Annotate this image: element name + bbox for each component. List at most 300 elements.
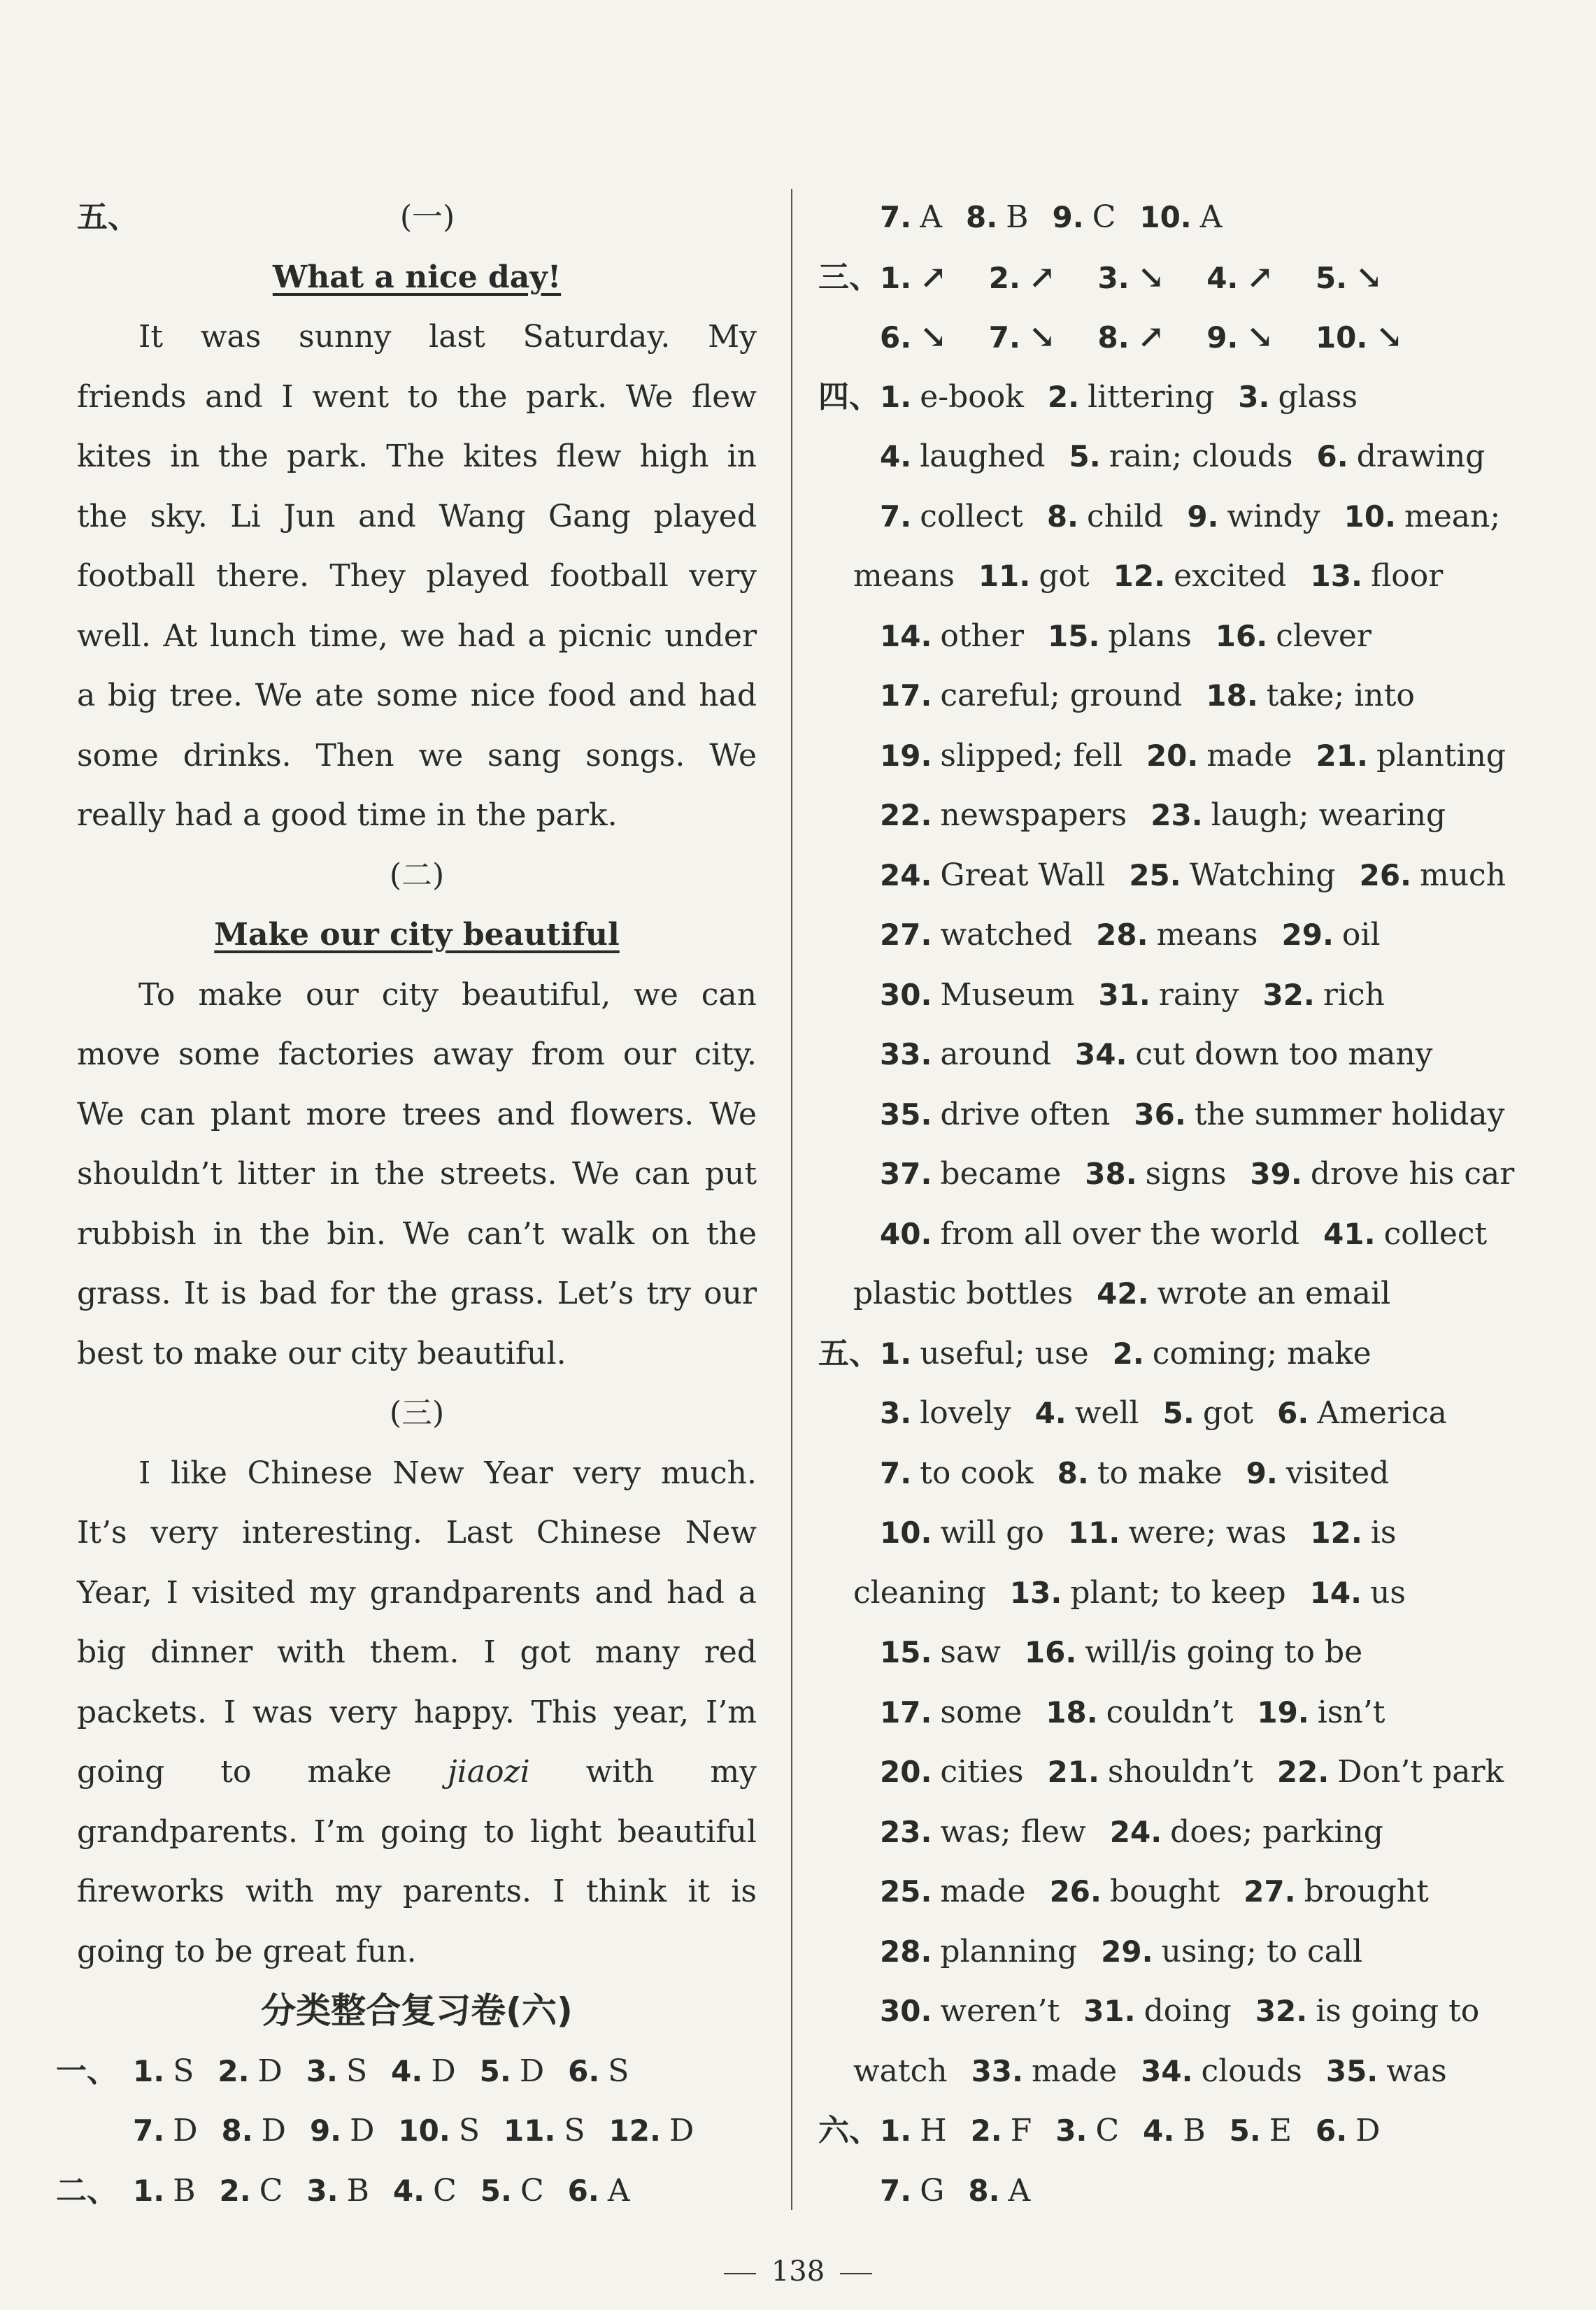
answer-number: 7. [880,2173,912,2208]
part4-line [824,1144,1523,1204]
answer-value: planning [940,1933,1078,1969]
passage3-line: It’s very interesting. Last Chinese New [77,1515,757,1550]
answer-value: D [1355,2113,1381,2148]
answer-number: 23. [1150,798,1203,832]
part4-line [824,1204,1523,1264]
answer-value: to make [1097,1455,1223,1491]
answer-number: 5. [479,2053,511,2088]
answer-number: 9. [1187,499,1219,534]
part1-row2 [77,2101,757,2161]
answer-number: 34. [1075,1037,1127,1071]
answer-number: 3. [1055,2113,1088,2148]
part5-line [824,1443,1523,1504]
answer-value: to cook [920,1455,1034,1491]
answer-value: glass [1278,378,1358,415]
answer-value: collect [1383,1215,1488,1252]
answer-number: 2. [1112,1336,1144,1371]
passage3-line: I like Chinese New Year very much. [138,1455,757,1491]
answer-value: littering [1088,378,1215,415]
answer-value: couldn’t [1106,1694,1234,1730]
answer-value: S [346,2053,368,2089]
answer-number: 9. [1246,1455,1278,1490]
part4-line [824,1264,1523,1324]
page-number-text: 138 [771,2255,825,2288]
answer-number: 6. [1316,439,1348,473]
answer-number: 26. [1049,1874,1102,1909]
answer-value: will/is going to be [1085,1634,1363,1670]
answer-value: D [257,2053,283,2089]
part5-line [824,1503,1523,1563]
answer-number: 9. [1052,200,1084,234]
answer-number: 1. [880,2113,912,2148]
passage1-line: the sky. Li Jun and Wang Gang played [77,498,757,534]
part4-line [824,846,1523,906]
answer-number: 20. [880,1755,932,1789]
part4-line [818,367,1523,427]
answer-number: 18. [1046,1695,1098,1730]
part2-row1 [56,2161,757,2221]
answer-number: 22. [1276,1755,1330,1789]
answer-value: plant; to keep [1070,1574,1286,1611]
answer-value: other [940,618,1024,654]
answer-value: is [1370,1515,1397,1550]
answer-number: 35. [1325,2053,1378,2088]
answer-number: 3. [306,2053,338,2088]
answer-number: 27. [880,918,932,952]
answer-value: D [261,2113,286,2148]
answer-number: 16. [1215,618,1268,653]
answer-value: Museum [940,976,1075,1013]
answer-number: 17. [880,678,932,713]
part4-line [824,546,1523,606]
answer-number: 30. [880,977,932,1012]
answer-number: 35. [880,1097,932,1132]
answer-number: 15. [1048,618,1100,653]
answer-value: child [1087,498,1164,534]
answer-value: watched [940,917,1073,953]
section5-label: 五、 [77,199,138,235]
answer-value: some [940,1694,1023,1730]
answer-number: 40. [880,1216,932,1251]
answer-value: floor [1370,558,1444,594]
passage3-marker: (三) [389,1395,445,1431]
part5-line [824,1922,1523,1982]
answer-value: cities [940,1754,1024,1790]
answer-value: take; into [1266,678,1415,713]
falling-arrow-icon [920,318,947,355]
answer-value: oil [1341,917,1381,953]
passage2-line: move some factories away from our city. [77,1036,757,1072]
passage3-line: going to make jiaozi with my [77,1754,757,1790]
answer-value: wrote an email [1157,1276,1391,1311]
passage1-marker: (一) [399,199,455,235]
part6-row2-answers [880,2173,1054,2209]
part5-label: 五、 [818,1335,880,1371]
answer-number: 4. [1143,2113,1175,2148]
passage2-last-line: best to make our city beautiful. [77,1335,567,1371]
part4-line [824,666,1523,726]
answer-value: collect [920,498,1023,534]
passage2-line: grass. It is bad for the grass. Let’s try our [77,1276,757,1311]
answer-number: 36. [1134,1097,1186,1132]
answer-number: 5. [1162,1396,1195,1430]
falling-arrow-icon [1138,258,1165,296]
answer-value: F [1010,2113,1032,2148]
answer-value: got [1039,558,1090,594]
part5-line [824,1742,1523,1802]
answer-number: 5. [480,2173,512,2208]
answer-number: 18. [1206,678,1258,713]
answer-value: D [669,2113,694,2148]
answer-number: 3. [1238,379,1270,414]
answer-value: clever [1276,618,1371,654]
left-column [56,187,757,2220]
answer-number: 7. [988,320,1020,355]
part6-row2 [824,2161,1523,2221]
answer-number: 14. [880,618,932,653]
answer-value: G [920,2172,945,2209]
answer-number: 8. [965,200,998,234]
answer-value: got [1202,1395,1254,1431]
passage3-line: grandparents. I’m going to light beautiful [77,1813,757,1850]
answer-number: 27. [1244,1874,1296,1909]
passage1-line: some drinks. Then we sang songs. We [77,737,757,773]
part5-line [824,1383,1523,1443]
part5-line [824,1563,1523,1623]
answer-value: was [1386,2053,1447,2089]
part2-label: 二、 [56,2172,117,2209]
answer-value: B [173,2172,196,2209]
passage2-line: shouldn’t litter in the streets. We can put [77,1156,757,1192]
rising-arrow-icon [1138,318,1165,355]
answer-number: 33. [880,1037,932,1071]
answer-number: 1. [880,260,912,295]
answer-number: 22. [880,798,932,832]
answer-number: 14. [1309,1575,1362,1610]
answer-number: 8. [968,2173,1000,2208]
part3-label: 三、 [818,259,880,295]
answer-value: using; to call [1161,1933,1363,1969]
answer-number: 24. [1109,1814,1162,1849]
part3-row2-answers [880,320,1445,355]
answer-number: 5. [1069,439,1101,473]
answer-value: Watching [1189,857,1336,893]
passage2-line: To make our city beautiful, we can [138,976,757,1013]
answer-number: 10. [1315,320,1368,355]
part3-row2 [824,307,1523,367]
answer-value: B [1183,2113,1206,2148]
passage3-body [77,1443,757,1922]
answer-number: 2. [1047,379,1080,414]
answer-number: 7. [880,499,912,534]
answer-number: 3. [306,2173,339,2208]
answer-value: Don’t park [1337,1754,1504,1790]
answer-number: 11. [1067,1516,1120,1550]
answer-number: 23. [880,1814,932,1849]
answer-value: made [940,1874,1026,1909]
answer-number: 9. [309,2113,342,2148]
answer-value: the summer holiday [1194,1096,1505,1132]
answer-value: bought [1109,1874,1220,1909]
answer-number: 32. [1262,977,1315,1012]
passage1-line: friends and I went to the park. We flew [77,378,757,415]
passage2-line: rubbish in the bin. We can’t walk on the [77,1215,757,1252]
answer-number: 5. [1315,260,1348,295]
answer-value: coming; make [1152,1335,1371,1371]
part5-line [818,1324,1523,1384]
answer-number: 4. [880,439,912,473]
answer-number: 2. [988,260,1020,295]
passage2-line: We can plant more trees and flowers. We [77,1096,757,1132]
part1-label: 一、 [56,2053,117,2089]
passage1-title: What a nice day! [272,259,562,295]
part5-line [824,1623,1523,1683]
answer-number: 31. [1098,977,1150,1012]
answer-value: weren’t [940,1993,1060,2029]
part6-row1-answers [880,2113,1404,2148]
answer-value: made [1031,2053,1118,2089]
answer-value: plastic bottles [853,1276,1074,1311]
answer-number: 10. [880,1516,932,1550]
answer-value: drawing [1356,439,1485,474]
answer-number: 4. [391,2053,423,2088]
answer-value: drive often [940,1096,1111,1132]
answer-value: much [1420,857,1506,893]
answer-value: D [350,2113,375,2148]
answer-number: 6. [1315,2113,1348,2148]
answer-number: 41. [1323,1216,1376,1251]
answer-value: D [431,2053,456,2089]
answer-number: 6. [568,2053,600,2088]
part2-row1-answers [133,2173,654,2209]
answer-value: E [1269,2113,1292,2148]
answer-number: 4. [1206,260,1239,295]
answer-value: means [853,558,955,594]
answer-number: 8. [221,2113,253,2148]
answer-value: watch [853,2053,948,2089]
answer-value: planting [1376,737,1506,773]
page-number [0,2255,1596,2288]
falling-arrow-icon [1376,318,1403,355]
falling-arrow-icon [1355,258,1383,296]
part4-line [824,965,1523,1025]
answer-number: 8. [1057,1455,1089,1490]
part4-line [824,905,1523,965]
part5-line [824,1802,1523,1862]
answer-number: 2. [219,2173,251,2208]
answer-number: 29. [1101,1934,1153,1969]
passage1-last-line: really had a good time in the park. [77,797,618,833]
answer-number: 2. [218,2053,250,2088]
page-number-dash-right [840,2273,872,2274]
answer-value: careful; ground [940,678,1183,713]
answer-number: 4. [1034,1396,1067,1430]
passage3-line: packets. I was very happy. This year, I’m [77,1694,757,1730]
part3-row1 [818,248,1523,308]
answer-value: does; parking [1170,1813,1383,1850]
answer-number: 20. [1146,738,1199,773]
answer-value: visited [1285,1455,1390,1491]
answer-number: 15. [880,1635,932,1669]
part4-line [824,487,1523,547]
answer-value: us [1370,1574,1406,1611]
answer-value: rich [1323,976,1385,1013]
answer-number: 1. [133,2173,165,2208]
answer-number: 8. [1046,499,1079,534]
answer-value: rainy [1158,976,1239,1013]
answer-number: 28. [880,1934,932,1969]
answer-value: D [519,2053,545,2089]
answer-value: from all over the world [940,1215,1300,1252]
answer-value: S [458,2113,480,2148]
answer-value: America [1317,1395,1447,1431]
answer-value: clouds [1201,2053,1302,2089]
answer-value: saw [940,1634,1001,1670]
answer-number: 29. [1281,918,1334,952]
answer-number: 17. [880,1695,932,1730]
part3-row1-answers [880,260,1425,296]
answer-number: 30. [880,1994,932,2028]
part5-answers [818,1324,1523,2102]
answer-value: D [173,2113,198,2148]
answer-number: 10. [398,2113,450,2148]
answer-number: 37. [880,1157,932,1191]
answer-value: brought [1304,1874,1429,1909]
answer-number: 32. [1255,1994,1308,2028]
answer-value: was; flew [940,1813,1086,1850]
part6-row1 [818,2101,1523,2161]
answer-value: S [564,2113,585,2148]
answer-number: 19. [880,738,932,773]
part6-label: 六、 [818,2113,880,2148]
passage3-line: Year, I visited my grandparents and had a [77,1574,757,1611]
answer-number: 1. [880,379,912,414]
answer-number: 25. [880,1874,932,1909]
passage1-header [77,187,757,248]
rising-arrow-icon [1246,258,1274,296]
part4-line [824,726,1523,786]
answer-value: e-book [920,378,1024,415]
answer-number: 9. [1206,320,1239,355]
passage1-body [77,307,757,785]
answer-value: useful; use [920,1335,1089,1371]
answer-value: excited [1174,558,1287,594]
answer-number: 8. [1097,320,1130,355]
answer-number: 39. [1250,1157,1302,1191]
right-column [818,187,1523,2220]
rising-arrow-icon [920,258,947,296]
rising-arrow-icon [1029,258,1056,296]
answer-number: 12. [608,2113,661,2148]
falling-arrow-icon [1029,318,1056,355]
review-heading: 分类整合复习卷(六) [261,1990,573,2031]
passage1-line: a big tree. We ate some nice food and had [77,678,757,713]
answer-value: A [607,2172,630,2209]
passage3-line: fireworks with my parents. I think it is [77,1874,757,1909]
part4-line [824,427,1523,487]
answer-value: A [920,199,942,235]
answer-number: 3. [1097,260,1130,295]
answer-number: 12. [1310,1516,1362,1550]
answer-value: became [940,1156,1062,1192]
answer-value: shouldn’t [1107,1754,1253,1790]
passage1-line: kites in the park. The kites flew high in [77,439,757,474]
part4-label: 四、 [818,378,880,415]
answer-number: 12. [1113,559,1166,593]
part4-line [824,1025,1523,1085]
answer-number: 6. [1277,1396,1309,1430]
answer-value: rain; clouds [1109,439,1293,474]
answer-number: 21. [1047,1755,1099,1789]
falling-arrow-icon [1246,318,1274,355]
answer-number: 6. [880,320,912,355]
answer-number: 11. [978,559,1031,593]
answer-value: C [433,2172,457,2209]
answer-value: drove his car [1310,1156,1515,1192]
passage1-line: well. At lunch time, we had a picnic under [77,618,757,654]
answer-number: 7. [880,1455,912,1490]
answer-number: 24. [880,857,932,892]
passage2-title: Make our city beautiful [214,917,620,953]
answer-value: is going to [1316,1993,1480,2029]
part4-line [824,785,1523,846]
column-divider [791,189,792,2210]
part2-cont-answers [880,199,1246,235]
answer-value: made [1206,737,1292,773]
answer-number: 38. [1085,1157,1137,1191]
answer-value: windy [1227,498,1320,534]
part5-line [824,2041,1523,2102]
answer-value: C [1095,2113,1120,2148]
answer-number: 4. [392,2173,425,2208]
part5-line [824,1981,1523,2041]
answer-number: 19. [1257,1695,1309,1730]
answer-value: cleaning [853,1574,986,1611]
answer-number: 7. [133,2113,165,2148]
answer-number: 1. [133,2053,165,2088]
answer-number: 42. [1097,1276,1149,1311]
answer-number: 34. [1141,2053,1193,2088]
answer-number: 10. [1344,499,1397,534]
passage1-line: It was sunny last Saturday. My [138,319,757,355]
answer-value: S [608,2053,629,2089]
answer-value: doing [1143,1993,1232,2029]
passage3-line: big dinner with them. I got many red [77,1634,757,1670]
answer-value: laughed [920,439,1046,474]
part1-row1-answers [133,2053,653,2089]
answer-number: 21. [1316,738,1368,773]
passage1-line: football there. They played football very [77,558,757,594]
answer-number: 6. [567,2173,599,2208]
answer-value: A [1199,199,1223,235]
answer-number: 11. [503,2113,556,2148]
part4-answers [818,367,1523,1324]
answer-number: 7. [880,200,912,234]
answer-value: laugh; wearing [1211,797,1446,833]
answer-value: mean; [1404,498,1501,534]
answer-number: 28. [1096,918,1148,952]
answer-value: A [1008,2172,1031,2209]
part5-line [824,1862,1523,1922]
answer-value: B [346,2172,369,2209]
answer-number: 13. [1310,559,1362,593]
answer-value: C [520,2172,544,2209]
answer-value: isn’t [1317,1694,1385,1730]
answer-value: B [1006,199,1029,235]
answer-number: 2. [970,2113,1002,2148]
answer-number: 13. [1009,1575,1062,1610]
answer-value: were; was [1128,1515,1287,1550]
